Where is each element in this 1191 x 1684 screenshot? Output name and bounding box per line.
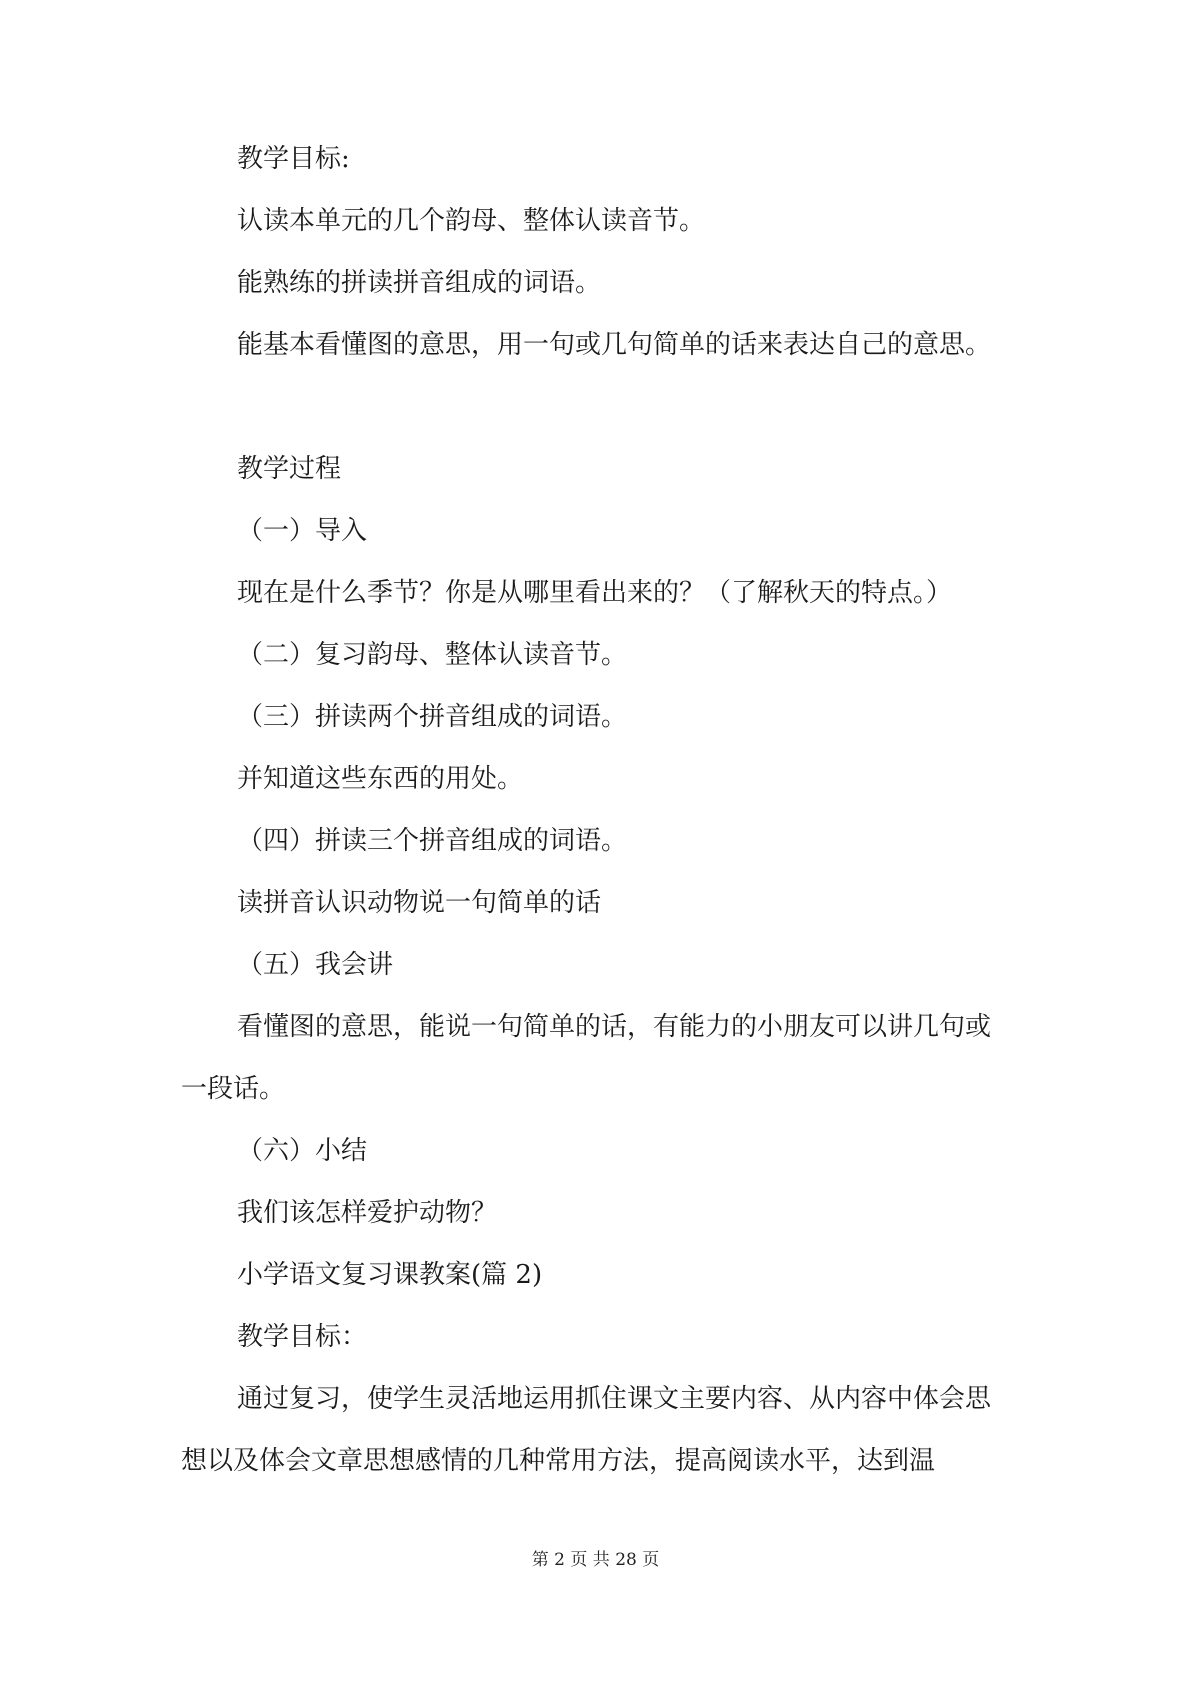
paragraph: 教学目标：: [237, 1322, 368, 1352]
paragraph: 看懂图的意思，能说一句简单的话，有能力的小朋友可以讲几句或一段话。: [181, 1012, 992, 1104]
paragraph: 我们该怎样爱护动物？: [237, 1198, 498, 1228]
paragraph: 现在是什么季节？你是从哪里看出来的？（了解秋天的特点。）: [237, 578, 953, 608]
paragraph: 教学过程: [237, 454, 342, 484]
section-heading: 小学语文复习课教案(篇 2): [237, 1260, 543, 1290]
paragraph: （四）拼读三个拼音组成的词语。: [237, 826, 628, 856]
paragraph: （二）复习韵母、整体认读音节。: [237, 640, 628, 670]
paragraph: 并知道这些东西的用处。: [237, 764, 524, 794]
paragraph: 通过复习，使学生灵活地运用抓住课文主要内容、从内容中体会思想以及体会文章思想感情的几种常用方法，提高阅读水平，达到温: [181, 1384, 992, 1476]
paragraph: 能基本看懂图的意思，用一句或几句简单的话来表达自己的意思。: [237, 330, 992, 360]
paragraph: 教学目标:: [237, 144, 350, 174]
paragraph: （三）拼读两个拼音组成的词语。: [237, 702, 628, 732]
paragraph: 读拼音认识动物说一句简单的话: [237, 888, 602, 918]
paragraph: 能熟练的拼读拼音组成的词语。: [237, 268, 602, 298]
paragraph: 认读本单元的几个韵母、整体认读音节。: [237, 206, 706, 236]
paragraph: （一）导入: [237, 516, 368, 546]
page-footer: 第 2 页 共 28 页: [531, 1550, 660, 1570]
paragraph: （五）我会讲: [237, 950, 394, 980]
paragraph: （六）小结: [237, 1136, 368, 1166]
